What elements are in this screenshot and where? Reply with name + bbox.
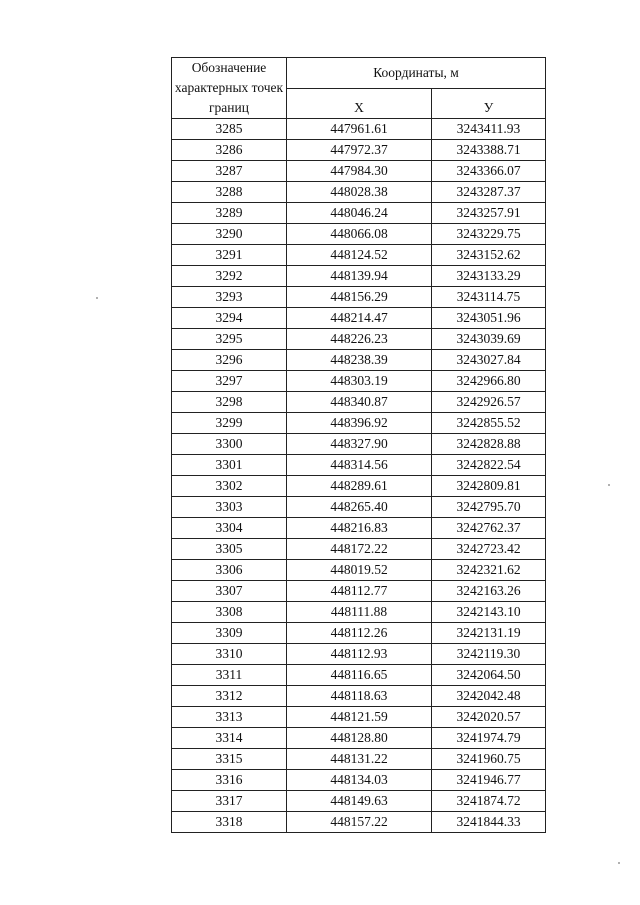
y-coordinate-cell: 3241844.33 <box>432 812 546 833</box>
y-coordinate-cell: 3243027.84 <box>432 350 546 371</box>
table-row <box>172 581 546 602</box>
point-id-cell: 3311 <box>172 665 287 686</box>
table-row <box>172 728 546 749</box>
x-coordinate-cell: 448124.52 <box>287 245 432 266</box>
point-id-cell: 3289 <box>172 203 287 224</box>
y-coordinate-cell: 3242966.80 <box>432 371 546 392</box>
y-coordinate-cell: 3242119.30 <box>432 644 546 665</box>
x-coordinate-cell: 447972.37 <box>287 140 432 161</box>
y-coordinate-cell: 3241946.77 <box>432 770 546 791</box>
point-id-cell: 3314 <box>172 728 287 749</box>
table-row <box>172 224 546 245</box>
table-row <box>172 434 546 455</box>
x-coordinate-cell: 448019.52 <box>287 560 432 581</box>
y-coordinate-cell: 3243366.07 <box>432 161 546 182</box>
scan-speck <box>608 484 610 486</box>
point-id-cell: 3292 <box>172 266 287 287</box>
point-id-cell: 3296 <box>172 350 287 371</box>
table-row <box>172 539 546 560</box>
y-coordinate-cell: 3241974.79 <box>432 728 546 749</box>
table-row <box>172 287 546 308</box>
point-id-cell: 3299 <box>172 413 287 434</box>
y-coordinate-cell: 3243133.29 <box>432 266 546 287</box>
table-row <box>172 413 546 434</box>
x-coordinate-cell: 448216.83 <box>287 518 432 539</box>
point-id-cell: 3312 <box>172 686 287 707</box>
point-id-cell: 3317 <box>172 791 287 812</box>
y-coordinate-cell: 3242762.37 <box>432 518 546 539</box>
point-id-cell: 3306 <box>172 560 287 581</box>
x-coordinate-cell: 448139.94 <box>287 266 432 287</box>
x-coordinate-cell: 448156.29 <box>287 287 432 308</box>
x-coordinate-cell: 448172.22 <box>287 539 432 560</box>
x-coordinate-cell: 448314.56 <box>287 455 432 476</box>
x-coordinate-cell: 448289.61 <box>287 476 432 497</box>
point-id-cell: 3313 <box>172 707 287 728</box>
y-coordinate-cell: 3242926.57 <box>432 392 546 413</box>
point-id-cell: 3304 <box>172 518 287 539</box>
y-column-header: У <box>432 88 546 119</box>
point-id-cell: 3308 <box>172 602 287 623</box>
y-coordinate-cell: 3243114.75 <box>432 287 546 308</box>
table-row <box>172 182 546 203</box>
y-coordinate-cell: 3243051.96 <box>432 308 546 329</box>
table-row <box>172 392 546 413</box>
y-coordinate-cell: 3242828.88 <box>432 434 546 455</box>
table-row <box>172 770 546 791</box>
point-id-cell: 3305 <box>172 539 287 560</box>
x-coordinate-cell: 448214.47 <box>287 308 432 329</box>
x-coordinate-cell: 448028.38 <box>287 182 432 203</box>
x-coordinate-cell: 448134.03 <box>287 770 432 791</box>
table-row <box>172 203 546 224</box>
coordinates-table <box>171 57 546 833</box>
y-coordinate-cell: 3242131.19 <box>432 623 546 644</box>
table-row <box>172 812 546 833</box>
y-coordinate-cell: 3242723.42 <box>432 539 546 560</box>
y-coordinate-cell: 3243152.62 <box>432 245 546 266</box>
x-coordinate-cell: 447984.30 <box>287 161 432 182</box>
table-row <box>172 602 546 623</box>
y-coordinate-cell: 3243411.93 <box>432 119 546 140</box>
x-coordinate-cell: 448111.88 <box>287 602 432 623</box>
point-id-cell: 3286 <box>172 140 287 161</box>
table-row <box>172 749 546 770</box>
table-row <box>172 644 546 665</box>
y-coordinate-cell: 3243287.37 <box>432 182 546 203</box>
y-coordinate-cell: 3243229.75 <box>432 224 546 245</box>
x-coordinate-cell: 448112.93 <box>287 644 432 665</box>
y-coordinate-cell: 3242809.81 <box>432 476 546 497</box>
x-coordinate-cell: 448157.22 <box>287 812 432 833</box>
scan-speck <box>618 862 620 864</box>
x-coordinate-cell: 448396.92 <box>287 413 432 434</box>
point-id-cell: 3301 <box>172 455 287 476</box>
table-row <box>172 518 546 539</box>
point-id-cell: 3298 <box>172 392 287 413</box>
point-id-cell: 3300 <box>172 434 287 455</box>
point-id-cell: 3315 <box>172 749 287 770</box>
table-row <box>172 476 546 497</box>
x-coordinate-cell: 448112.77 <box>287 581 432 602</box>
point-id-cell: 3316 <box>172 770 287 791</box>
y-coordinate-cell: 3242020.57 <box>432 707 546 728</box>
point-id-cell: 3307 <box>172 581 287 602</box>
table-row <box>172 266 546 287</box>
point-id-cell: 3291 <box>172 245 287 266</box>
x-coordinate-cell: 448066.08 <box>287 224 432 245</box>
y-coordinate-cell: 3241960.75 <box>432 749 546 770</box>
x-column-header: X <box>287 88 432 119</box>
table-row <box>172 665 546 686</box>
point-id-cell: 3293 <box>172 287 287 308</box>
table-row <box>172 245 546 266</box>
y-coordinate-cell: 3242143.10 <box>432 602 546 623</box>
table-row <box>172 119 546 140</box>
y-coordinate-cell: 3242042.48 <box>432 686 546 707</box>
y-coordinate-cell: 3243388.71 <box>432 140 546 161</box>
point-id-cell: 3318 <box>172 812 287 833</box>
table-row <box>172 623 546 644</box>
point-id-cell: 3285 <box>172 119 287 140</box>
point-id-cell: 3309 <box>172 623 287 644</box>
x-coordinate-cell: 448116.65 <box>287 665 432 686</box>
x-coordinate-cell: 448131.22 <box>287 749 432 770</box>
x-coordinate-cell: 448046.24 <box>287 203 432 224</box>
table-header <box>172 58 546 119</box>
y-coordinate-cell: 3243257.91 <box>432 203 546 224</box>
scan-speck <box>96 297 98 299</box>
table-row <box>172 140 546 161</box>
table-row <box>172 560 546 581</box>
x-coordinate-cell: 448128.80 <box>287 728 432 749</box>
point-id-cell: 3297 <box>172 371 287 392</box>
coordinates-header: Координаты, м <box>287 58 546 89</box>
table-body <box>172 119 546 833</box>
table-row <box>172 497 546 518</box>
y-coordinate-cell: 3242321.62 <box>432 560 546 581</box>
y-coordinate-cell: 3241874.72 <box>432 791 546 812</box>
table-row <box>172 308 546 329</box>
point-id-cell: 3303 <box>172 497 287 518</box>
point-id-cell: 3288 <box>172 182 287 203</box>
table-row <box>172 707 546 728</box>
y-coordinate-cell: 3242822.54 <box>432 455 546 476</box>
x-coordinate-cell: 448149.63 <box>287 791 432 812</box>
point-id-cell: 3290 <box>172 224 287 245</box>
x-coordinate-cell: 448226.23 <box>287 329 432 350</box>
y-coordinate-cell: 3242855.52 <box>432 413 546 434</box>
table-row <box>172 371 546 392</box>
x-coordinate-cell: 448118.63 <box>287 686 432 707</box>
table-row <box>172 329 546 350</box>
table-row <box>172 455 546 476</box>
x-coordinate-cell: 448121.59 <box>287 707 432 728</box>
point-id-cell: 3294 <box>172 308 287 329</box>
point-id-cell: 3287 <box>172 161 287 182</box>
table-row <box>172 686 546 707</box>
x-coordinate-cell: 448340.87 <box>287 392 432 413</box>
point-designation-header: Обозначение характерных точек границ <box>172 58 287 119</box>
x-coordinate-cell: 448112.26 <box>287 623 432 644</box>
x-coordinate-cell: 448238.39 <box>287 350 432 371</box>
y-coordinate-cell: 3243039.69 <box>432 329 546 350</box>
point-id-cell: 3310 <box>172 644 287 665</box>
table-row <box>172 350 546 371</box>
point-id-cell: 3295 <box>172 329 287 350</box>
x-coordinate-cell: 448303.19 <box>287 371 432 392</box>
table-row <box>172 161 546 182</box>
table-row <box>172 791 546 812</box>
x-coordinate-cell: 448327.90 <box>287 434 432 455</box>
x-coordinate-cell: 447961.61 <box>287 119 432 140</box>
y-coordinate-cell: 3242163.26 <box>432 581 546 602</box>
x-coordinate-cell: 448265.40 <box>287 497 432 518</box>
y-coordinate-cell: 3242795.70 <box>432 497 546 518</box>
point-id-cell: 3302 <box>172 476 287 497</box>
y-coordinate-cell: 3242064.50 <box>432 665 546 686</box>
